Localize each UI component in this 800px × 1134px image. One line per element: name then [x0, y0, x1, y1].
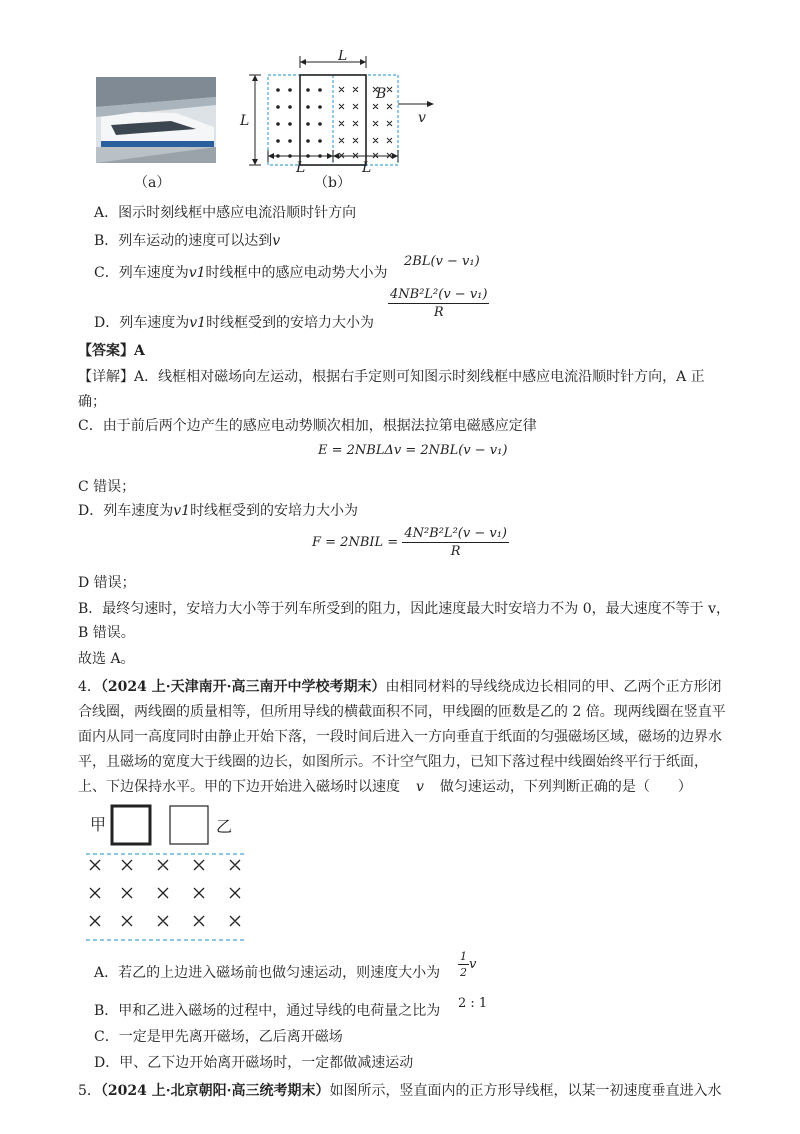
q4-line5-var: v: [416, 779, 424, 795]
label-B: B: [376, 86, 387, 102]
q3-option-d-var: v1: [189, 315, 207, 331]
detail-line-8: B 错误。: [78, 625, 135, 641]
train-photo: [96, 77, 216, 163]
q4-line-1: [78, 676, 722, 696]
detail-line-2: 确；: [78, 394, 106, 410]
label-L-left: L: [240, 113, 250, 129]
q4-option-a-den: 2: [460, 966, 467, 979]
conclusion: 故选 A。: [78, 651, 135, 667]
equation-force: [312, 526, 509, 559]
label-L-bottom-2: L: [362, 160, 372, 176]
q3-option-d-text: D．列车速度为: [94, 315, 190, 331]
label-L-top: L: [338, 50, 348, 64]
q3-option-d-denominator: R: [433, 305, 444, 320]
q4-source: （2024 上·天津南开·高三南开中学校考期末）: [100, 679, 386, 695]
q4-line-3: 面内从同一高度同时由静止开始下落，一段时间后进入一方向垂直于纸面的匀强磁场区域，磁场的边界水: [78, 729, 722, 745]
q3-option-b: [94, 230, 280, 250]
q5-source: （2024 上·北京朝阳·高三统考期末）: [100, 1083, 330, 1099]
q3-option-d-formula: [388, 287, 489, 320]
detail-line-4: C 错误；: [78, 479, 136, 495]
q3-option-b-text: B．列车运动的速度可以达到: [94, 233, 273, 249]
label-L-bottom-1: L: [296, 160, 306, 176]
detail-line-1: 【详解】A．线框相对磁场向左运动，根据右手定则可知图示时刻线框中感应电流沿顺时针方向，A 正: [78, 369, 705, 385]
q3-option-c: [94, 262, 388, 282]
field-diagram: [238, 50, 438, 190]
q4-option-a-formula: [458, 950, 476, 979]
detail-line-7: B．最终匀速时，安培力大小等于列车所受到的阻力，因此速度最大时安培力不为 0，最大速度不等于 v，: [78, 601, 731, 617]
q3-option-d: [94, 312, 374, 332]
label-yi: 乙: [216, 817, 233, 836]
q3-option-b-var: v: [272, 233, 281, 249]
q4-option-b-ratio: 2 : 1: [458, 996, 488, 1011]
q3-option-a: A．图示时刻线框中感应电流沿顺时针方向: [94, 205, 357, 221]
q4-line5-text: 上、下边保持水平。甲的下边开始进入磁场时以速度: [78, 779, 400, 795]
q4-option-d: D．甲、乙下边开始离开磁场时，一定都做减速运动: [94, 1055, 414, 1071]
detail-line-5-text: D．列车速度为: [78, 503, 174, 519]
equation-emf: E = 2NBLΔv = 2NBL(v − v₁): [318, 443, 508, 458]
q4-line5-text2: 做匀速运动，下列判断正确的是（ ）: [439, 779, 692, 795]
detail-line-5: [78, 500, 358, 520]
q4-number: 4．: [78, 679, 101, 695]
q3-option-c-text2: 时线框中的感应电动势大小为: [205, 265, 388, 281]
q4-option-a: A．若乙的上边进入磁场前也做匀速运动，则速度大小为: [94, 965, 441, 981]
caption-b: （b）: [314, 175, 351, 191]
equation-force-denominator: R: [450, 544, 461, 559]
detail-line-5-var: v1: [173, 503, 191, 519]
equation-force-numerator: 4N²B²L²(v − v₁): [404, 526, 507, 541]
detail-line-3: C．由于前后两个边产生的感应电动势顺次相加，根据法拉第电磁感应定律: [78, 418, 537, 434]
detail-line-6: D 错误；: [78, 575, 136, 591]
q4-line1-text: 由相同材料的导线绕成边长相同的甲、乙两个正方形闭: [385, 679, 722, 695]
q5-line-1: [78, 1080, 722, 1100]
q5-number: 5．: [78, 1083, 101, 1099]
q3-option-d-text2: 时线框受到的安培力大小为: [206, 315, 375, 331]
q3-option-c-formula: 2BL(v − v₁): [404, 254, 480, 269]
q5-line1-text: 如图所示，竖直面内的正方形导线框，以某一初速度垂直进入水: [329, 1083, 722, 1099]
q4-option-c: C．一定是甲先离开磁场，乙后离开磁场: [94, 1029, 343, 1045]
q4-line-4: 平，且磁场的宽度大于线圈的边长，如图所示。不计空气阻力，已知下落过程中线圈始终平行于纸面，: [78, 754, 708, 770]
q4-option-a-var: v: [469, 957, 477, 972]
q4-line-5: [78, 776, 692, 796]
q4-option-b: B．甲和乙进入磁场的过程中，通过导线的电荷量之比为: [94, 1003, 441, 1019]
label-jia: 甲: [90, 815, 107, 834]
q3-option-c-text: C．列车速度为: [94, 265, 189, 281]
q4-option-a-num: 1: [460, 950, 467, 963]
coil-diagram: [86, 800, 256, 950]
caption-a: （a）: [134, 175, 171, 191]
label-v: v: [418, 110, 426, 126]
equation-force-left: F = 2NBIL =: [312, 535, 399, 550]
answer: 【答案】A: [78, 343, 145, 359]
q4-line-2: 合线圈，两线圈的质量相等，但所用导线的横截面积不同，甲线圈的匝数是乙的 2 倍。现两线圈在竖直平: [78, 704, 726, 720]
q3-option-c-var: v1: [188, 265, 206, 281]
q3-option-d-numerator: 4NB²L²(v − v₁): [390, 287, 488, 302]
detail-line-5-text2: 时线框受到的安培力大小为: [190, 503, 359, 519]
